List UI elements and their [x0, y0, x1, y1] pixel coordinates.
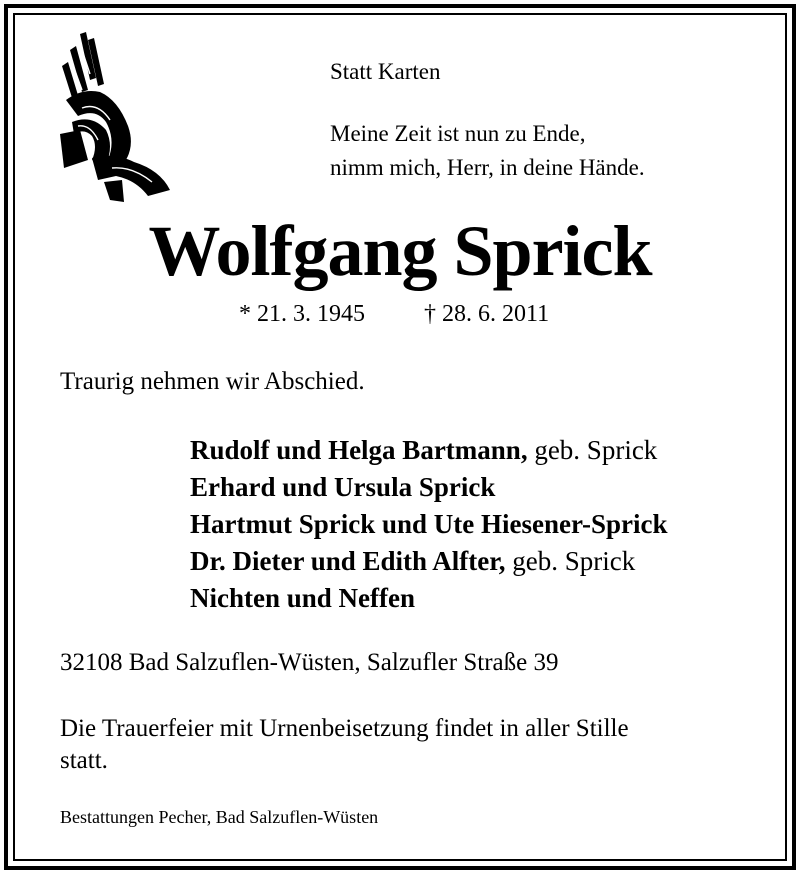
birth-date: * 21. 3. 1945 — [239, 301, 365, 327]
undertaker: Bestattungen Pecher, Bad Salzuflen-Wüsten — [60, 807, 379, 827]
address: 32108 Bad Salzuflen-Wüsten, Salzufler Straße 39 — [60, 649, 559, 676]
funeral-notice-line-1: Die Trauerfeier mit Urnenbeisetzung findet in aller Stille — [60, 715, 629, 742]
praying-hands-icon — [52, 30, 174, 202]
mourner-line: Nichten und Neffen — [190, 583, 416, 613]
deceased-name: Wolfgang Sprick — [148, 211, 652, 291]
statt-karten: Statt Karten — [330, 59, 441, 84]
mourner-line: Hartmut Sprick und Ute Hiesener-Sprick — [190, 509, 668, 539]
death-date: † 28. 6. 2011 — [424, 301, 550, 327]
mourner-line: Erhard und Ursula Sprick — [190, 472, 496, 502]
mourner-line: Rudolf und Helga Bartmann, geb. Sprick — [190, 435, 658, 465]
verse-line-1: Meine Zeit ist nun zu Ende, — [330, 121, 586, 146]
mourner-line: Dr. Dieter und Edith Alfter, geb. Sprick — [190, 546, 636, 576]
verse-line-2: nimm mich, Herr, in deine Hände. — [330, 155, 645, 180]
farewell-line: Traurig nehmen wir Abschied. — [60, 368, 365, 395]
funeral-notice-line-2: statt. — [60, 747, 108, 774]
